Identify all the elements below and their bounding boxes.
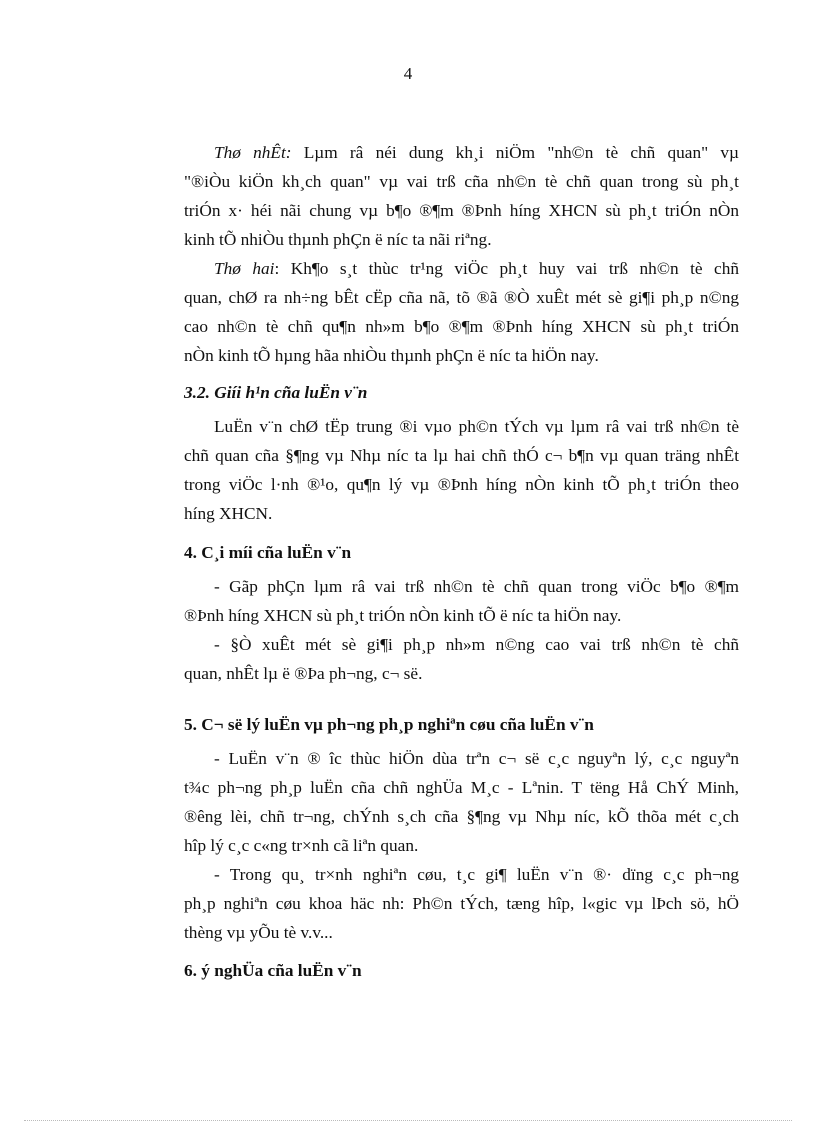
paragraph (184, 412, 739, 528)
paragraph-line: hîp lý c¸c c«ng tr×nh cã liªn quan. (184, 836, 419, 855)
paragraph-text: : Kh¶o s¸t thùc tr¹ng viÖc ph¸t huy vai trß nh©n tè chñ (274, 259, 739, 278)
paragraph (184, 138, 739, 254)
section-heading-text: 3.2. Giíi h¹n cña luËn v¨n (184, 383, 368, 402)
paragraph-line: kinh tÕ nhiÒu thµnh phÇn ë níc ta nãi riªng. (184, 230, 492, 249)
paragraph-line: ®Þnh híng XHCN sù ph¸t triÓn nÒn kinh tÕ ë níc ta hiÖn nay. (184, 606, 622, 625)
paragraph (184, 630, 739, 688)
paragraph-line: - Gãp phÇn lµm râ vai trß nh©n tè chñ quan trong viÖc b¶o ®¶m (214, 577, 739, 596)
paragraph-line: "®iÒu kiÖn kh¸ch quan" vµ vai trß cña nh©n tè chñ quan trong sù ph¸t (184, 172, 739, 191)
paragraph (184, 254, 739, 370)
paragraph-line: chñ quan cña §¶ng vµ Nhµ níc ta lµ hai chñ thÓ c¬ b¶n vµ quan träng nhÊt (184, 446, 739, 465)
page-number: 4 (403, 64, 413, 83)
paragraph-line: trong viÖc l·nh ®¹o, qu¶n lý vµ ®Þnh híng nÒn kinh tÕ ph¸t triÓn theo (184, 475, 739, 494)
paragraph-line: thèng vµ yÕu tè v.v... (184, 923, 333, 942)
section-heading (184, 956, 739, 985)
paragraph-line: nÒn kinh tÕ hµng hãa nhiÒu thµnh phÇn ë níc ta hiÖn nay. (184, 346, 599, 365)
paragraph (184, 860, 739, 947)
paragraph-line (184, 138, 739, 167)
paragraph-line: LuËn v¨n chØ tËp trung ®i vµo ph©n tÝch vµ lµm râ vai trß nh©n tè (214, 417, 739, 436)
section-heading-text: 5. C¬ së lý luËn vµ ph¬ng ph¸p nghiªn cøu cña luËn v¨n (184, 715, 594, 734)
paragraph-line: quan, nhÊt lµ ë ®Þa ph¬ng, c¬ së. (184, 664, 423, 683)
paragraph-line: quan, chØ ra nh÷ng bÊt cËp cña nã, tõ ®ã ®Ò xuÊt mét sè gi¶i ph¸p n©ng (184, 288, 739, 307)
paragraph (184, 572, 739, 630)
section-heading (184, 710, 739, 739)
paragraph-line: - §Ò xuÊt mét sè gi¶i ph¸p nh»m n©ng cao vai trß nh©n tè chñ (214, 635, 739, 654)
paragraph-line (184, 254, 739, 283)
paragraph-line: - LuËn v¨n ® îc thùc hiÖn dùa trªn c¬ së c¸c nguyªn lý, c¸c nguyªn (214, 749, 739, 768)
section-heading (184, 538, 739, 567)
paragraph-line: triÓn x· héi nãi chung vµ b¶o ®¶m ®Þnh híng XHCN sù ph¸t triÓn nÒn (184, 201, 739, 220)
paragraph-line: - Trong qu¸ tr×nh nghiªn cøu, t¸c gi¶ luËn v¨n ®· dïng c¸c ph¬ng (214, 865, 739, 884)
section-heading-text: 6. ý nghÜa cña luËn v¨n (184, 961, 362, 980)
page-bottom-rule (24, 1120, 792, 1121)
section-heading-text: 4. C¸i míi cña luËn v¨n (184, 543, 352, 562)
paragraph-lead: Thø hai (214, 259, 275, 278)
paragraph-text: Lµm râ néi dung kh¸i niÖm "nh©n tè chñ quan" vµ (291, 143, 739, 162)
paragraph-line: ph¸p nghiªn cøu khoa häc nh: Ph©n tÝch, tæng hîp, l«gic vµ lÞch sö, hÖ (184, 894, 739, 913)
paragraph-line: t¾c ph¬ng ph¸p luËn cña chñ nghÜa M¸c - Lªnin. T tëng Hå ChÝ Minh, (184, 778, 739, 797)
paragraph-line: híng XHCN. (184, 504, 273, 523)
paragraph (184, 744, 739, 860)
paragraph-line: cao nh©n tè chñ qu¶n nh»m b¶o ®¶m ®Þnh híng XHCN sù ph¸t triÓn (184, 317, 739, 336)
paragraph-line: ®êng lèi, chñ tr¬ng, chÝnh s¸ch cña §¶ng vµ Nhµ níc, kÕ thõa mét c¸ch (184, 807, 739, 826)
paragraph-lead: Thø nhÊt: (214, 143, 292, 162)
section-heading (184, 378, 739, 407)
